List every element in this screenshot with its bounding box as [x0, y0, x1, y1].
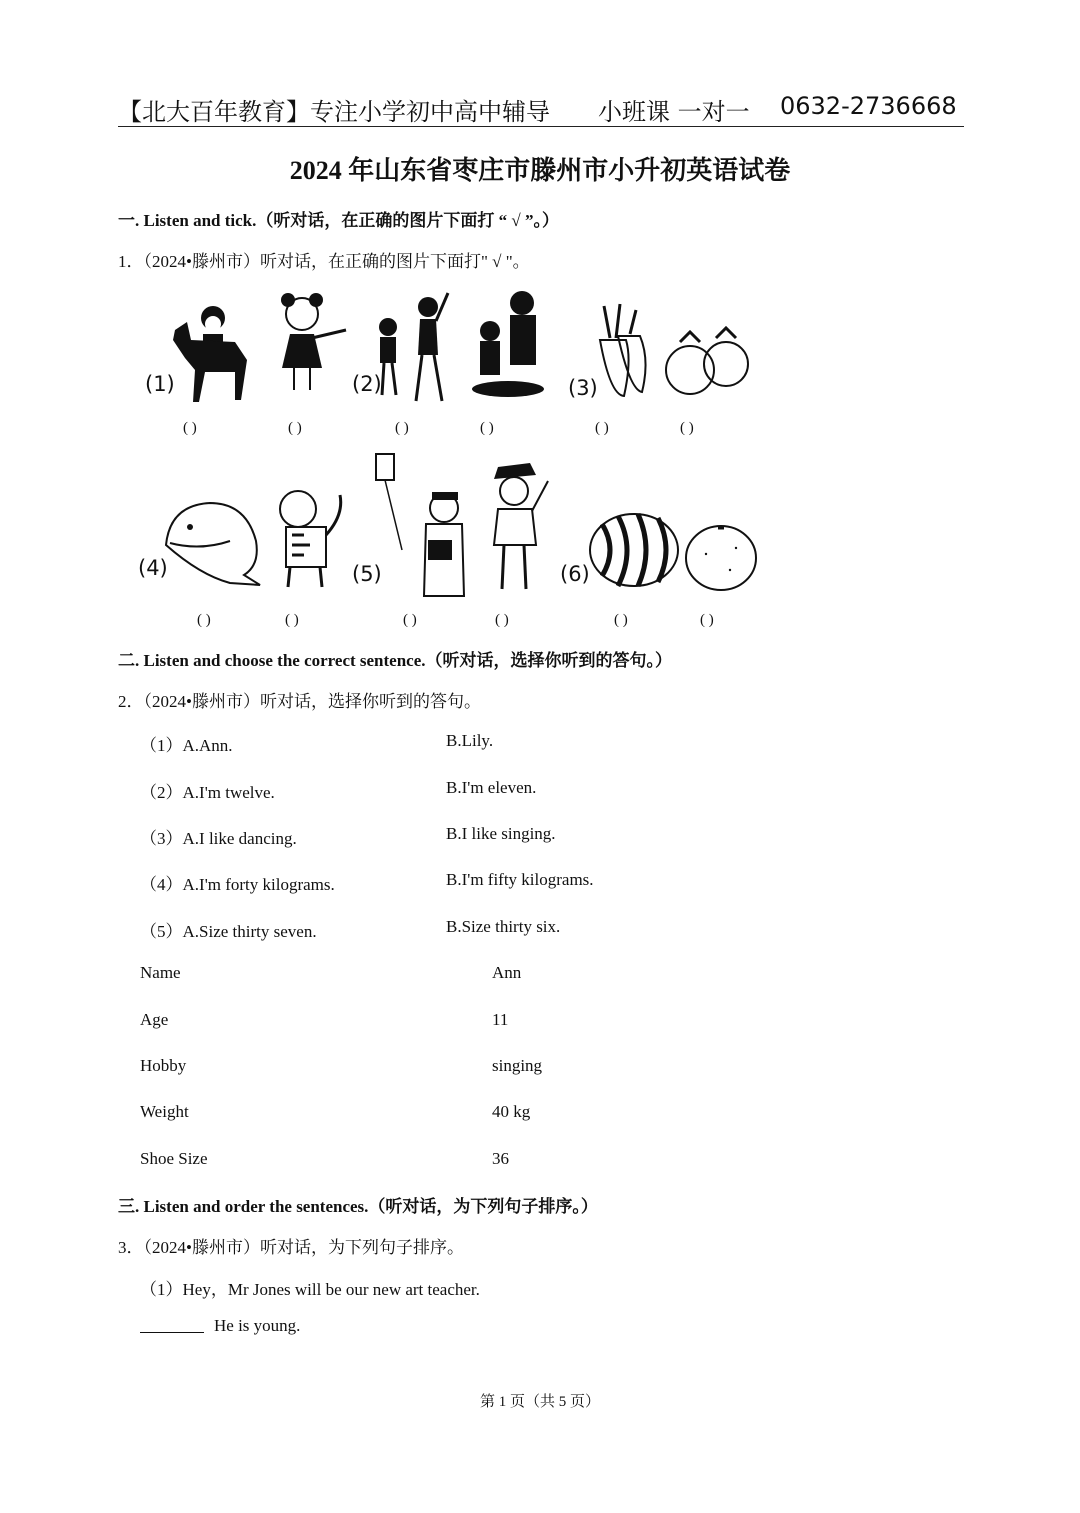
question2: 2．（2024•滕州市）听对话，选择你听到的答句。	[118, 692, 481, 711]
police-woman-picture	[480, 455, 560, 595]
orange-picture	[684, 520, 759, 592]
info-value-shoe-size: 36	[492, 1149, 509, 1168]
sentence-1: （1）Hey，Mr Jones will be our new art teacher.	[140, 1280, 480, 1299]
info-value-hobby: singing	[492, 1056, 543, 1075]
info-key-age: Age	[140, 1010, 169, 1029]
brand-text: 【北大百年教育】专注小学初中高中辅导	[118, 98, 550, 126]
answer-paren-8[interactable]: ( )	[285, 612, 299, 628]
whale-picture	[160, 485, 270, 590]
question1: 1．（2024•滕州市）听对话，在正确的图片下面打" √ "。	[118, 252, 530, 271]
page-title: 2024 年山东省枣庄市滕州市小升初英语试卷	[289, 156, 791, 185]
order-blank[interactable]	[140, 1332, 204, 1333]
tiger-picture	[270, 485, 350, 590]
answer-paren-10[interactable]: ( )	[495, 612, 509, 628]
info-value-name: Ann	[492, 963, 522, 982]
sentence-2-row	[140, 1316, 300, 1336]
info-key-shoe-size: Shoe Size	[140, 1149, 208, 1168]
page-header	[118, 88, 964, 127]
answer-paren-1[interactable]: ( )	[183, 420, 197, 436]
carrots-picture	[590, 300, 650, 400]
info-key-weight: Weight	[140, 1102, 189, 1121]
answer-paren-6[interactable]: ( )	[680, 420, 694, 436]
info-key-hobby: Hobby	[140, 1056, 187, 1075]
violin-girl-picture	[272, 290, 350, 395]
pair-label-2: (2)	[352, 372, 382, 396]
answer-paren-9[interactable]: ( )	[403, 612, 417, 628]
option-1b[interactable]: B.Lily.	[446, 731, 494, 750]
doctor-picture	[372, 450, 467, 600]
sentence-2: He is young.	[214, 1316, 301, 1335]
pair-label-6: (6)	[560, 562, 590, 586]
section3-heading: 三. Listen and order the sentences.（听对话，为下列句子排序。）	[118, 1197, 598, 1216]
pair-label-1: (1)	[145, 372, 175, 396]
section2-heading: 二. Listen and choose the correct sentence.（听对话，选择你听到的答句。）	[118, 651, 673, 670]
pair-label-5: (5)	[352, 562, 382, 586]
pair-label-3: (3)	[568, 376, 598, 400]
option-2a[interactable]: （2）A.I'm twelve.	[140, 783, 275, 802]
option-3b[interactable]: B.I like singing.	[446, 824, 556, 843]
info-value-age: 11	[492, 1010, 509, 1029]
answer-paren-11[interactable]: ( )	[614, 612, 628, 628]
option-3a[interactable]: （3）A.I like dancing.	[140, 829, 297, 848]
option-5a[interactable]: （5）A.Size thirty seven.	[140, 922, 317, 941]
info-value-weight: 40 kg	[492, 1102, 531, 1121]
children-planting-picture	[470, 285, 548, 400]
tomatoes-picture	[660, 312, 755, 402]
option-5b[interactable]: B.Size thirty six.	[446, 917, 561, 936]
option-2b[interactable]: B.I'm eleven.	[446, 778, 537, 797]
option-1a[interactable]: （1）A.Ann.	[140, 736, 233, 755]
classes-text: 小班课 一对一	[598, 98, 750, 126]
info-key-name: Name	[140, 963, 181, 982]
option-4b[interactable]: B.I'm fifty kilograms.	[446, 870, 594, 889]
watermelon-picture	[588, 510, 683, 590]
page-footer: 第 1 页（共 5 页）	[479, 1394, 600, 1410]
question3: 3．（2024•滕州市）听对话，为下列句子排序。	[118, 1238, 464, 1257]
section1-heading: 一. Listen and tick.（听对话，在正确的图片下面打 “ √ ”。）	[118, 211, 559, 230]
phone-text: 0632-2736668	[780, 92, 957, 120]
option-4a[interactable]: （4）A.I'm forty kilograms.	[140, 875, 335, 894]
answer-paren-3[interactable]: ( )	[395, 420, 409, 436]
answer-paren-7[interactable]: ( )	[197, 612, 211, 628]
answer-paren-12[interactable]: ( )	[700, 612, 714, 628]
pair-label-4: (4)	[138, 556, 168, 580]
answer-paren-5[interactable]: ( )	[595, 420, 609, 436]
answer-paren-4[interactable]: ( )	[480, 420, 494, 436]
answer-paren-2[interactable]: ( )	[288, 420, 302, 436]
boy-and-woman-dancing-picture	[372, 285, 452, 405]
horse-rider-picture	[165, 300, 255, 405]
